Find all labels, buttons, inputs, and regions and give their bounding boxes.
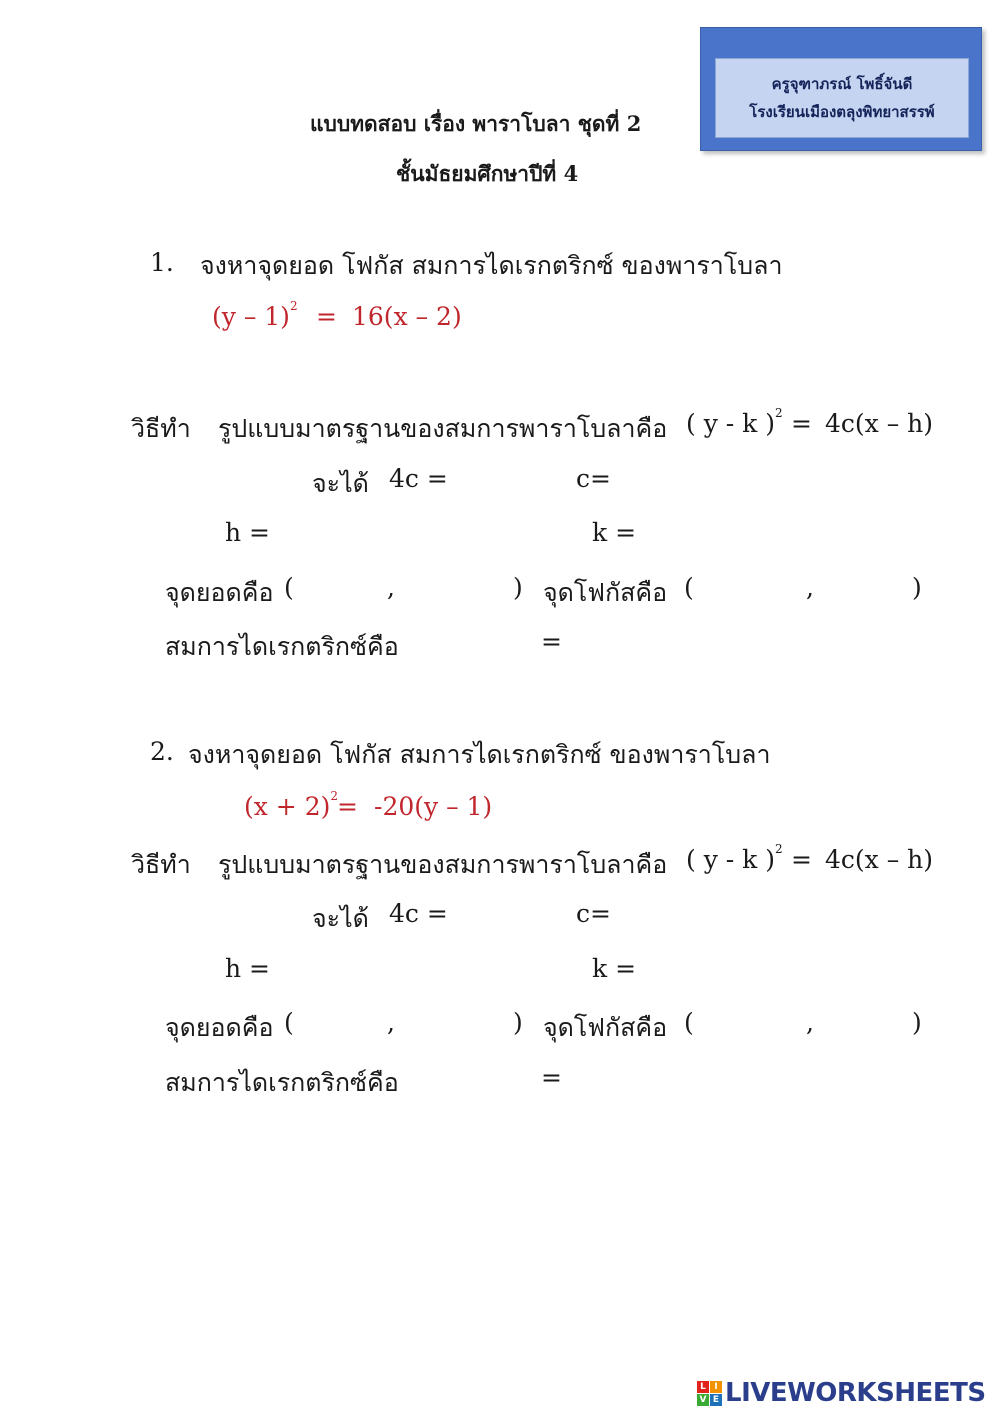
exponent: 2 <box>330 789 338 803</box>
vertex-comma: , <box>387 573 395 602</box>
logo-letter: V <box>697 1394 709 1406</box>
grade-level: ชั้นมัธยมศึกษาปีที่ 4 <box>396 161 579 186</box>
four-c-equals: 4c = <box>389 899 448 928</box>
standard-formula-right: 4c(x – h) <box>825 409 934 438</box>
equation-equals: = <box>337 792 358 821</box>
k-equals: k = <box>592 518 637 547</box>
standard-form-text: รูปแบบมาตรฐานของสมการพาราโบลาคือ <box>218 850 668 879</box>
standard-formula-equals: = <box>791 409 812 438</box>
standard-formula-left: ( y - k )$^2$ <box>686 842 783 874</box>
question-prompt: จงหาจุดยอด โฟกัส สมการไดเรกตริกซ์ ของพาราโบลา <box>200 251 783 280</box>
teacher-info-inner <box>715 58 969 138</box>
vertex-open-paren: ( <box>284 573 294 602</box>
standard-formula-left: ( y - k )$^2$ <box>686 406 783 438</box>
equation-right: 16(x – 2) <box>352 302 462 331</box>
logo-text: LIVEWORKSHEETS <box>725 1378 986 1408</box>
method-label: วิธีทำ <box>131 850 191 879</box>
exponent: 2 <box>775 406 783 420</box>
vertex-close-paren: ) <box>513 1008 523 1037</box>
standard-formula-right: 4c(x – h) <box>825 845 934 874</box>
focus-close-paren: ) <box>912 1008 922 1037</box>
vertex-open-paren: ( <box>284 1008 294 1037</box>
vertex-label: จุดยอดคือ <box>165 578 274 607</box>
logo-mark-icon <box>697 1381 722 1406</box>
get-label: จะได้ <box>312 469 369 498</box>
equation-left: $(x + 2)^2$ <box>244 789 338 821</box>
focus-comma: , <box>806 1008 814 1037</box>
logo-letter: E <box>710 1394 722 1406</box>
equation-equals: = <box>316 302 337 331</box>
directrix-label: สมการไดเรกตริกซ์คือ <box>165 632 399 661</box>
vertex-comma: , <box>387 1008 395 1037</box>
focus-comma: , <box>806 573 814 602</box>
standard-form-text: รูปแบบมาตรฐานของสมการพาราโบลาคือ <box>218 414 668 443</box>
teacher-info-box <box>700 27 982 151</box>
focus-open-paren: ( <box>684 1008 694 1037</box>
standard-formula-equals: = <box>791 845 812 874</box>
school-name: โรงเรียนเมืองตลุงพิทยาสรรพ์ <box>749 103 935 121</box>
logo-letter: I <box>710 1381 722 1393</box>
worksheet-title: แบบทดสอบ เรื่อง พาราโบลา ชุดที่ 2 <box>310 111 642 136</box>
focus-label: จุดโฟกัสคือ <box>543 578 668 607</box>
directrix-equals: = <box>541 1063 562 1092</box>
focus-label: จุดโฟกัสคือ <box>543 1013 668 1042</box>
vertex-label: จุดยอดคือ <box>165 1013 274 1042</box>
h-equals: h = <box>225 518 270 547</box>
get-label: จะได้ <box>312 904 369 933</box>
c-equals: c= <box>576 464 611 493</box>
focus-close-paren: ) <box>912 573 922 602</box>
directrix-label: สมการไดเรกตริกซ์คือ <box>165 1068 399 1097</box>
focus-open-paren: ( <box>684 573 694 602</box>
equation-left: (y – 1)$^2$ <box>212 299 298 331</box>
method-label: วิธีทำ <box>131 414 191 443</box>
k-equals: k = <box>592 954 637 983</box>
question-prompt: จงหาจุดยอด โฟกัส สมการไดเรกตริกซ์ ของพาราโบลา <box>188 740 771 769</box>
question-number: 1. <box>150 248 174 277</box>
four-c-equals: 4c = <box>389 464 448 493</box>
vertex-close-paren: ) <box>513 573 523 602</box>
equation-right: -20(y – 1) <box>374 792 493 821</box>
h-equals: h = <box>225 954 270 983</box>
c-equals: c= <box>576 899 611 928</box>
exponent: 2 <box>289 299 298 313</box>
exponent: 2 <box>775 842 783 856</box>
directrix-equals: = <box>541 627 562 656</box>
question-number: 2. <box>150 737 174 766</box>
teacher-name: ครูจุฑาภรณ์ โพธิ์จันดี <box>771 75 913 93</box>
liveworksheets-logo <box>697 1378 986 1408</box>
logo-letter: L <box>697 1381 709 1393</box>
